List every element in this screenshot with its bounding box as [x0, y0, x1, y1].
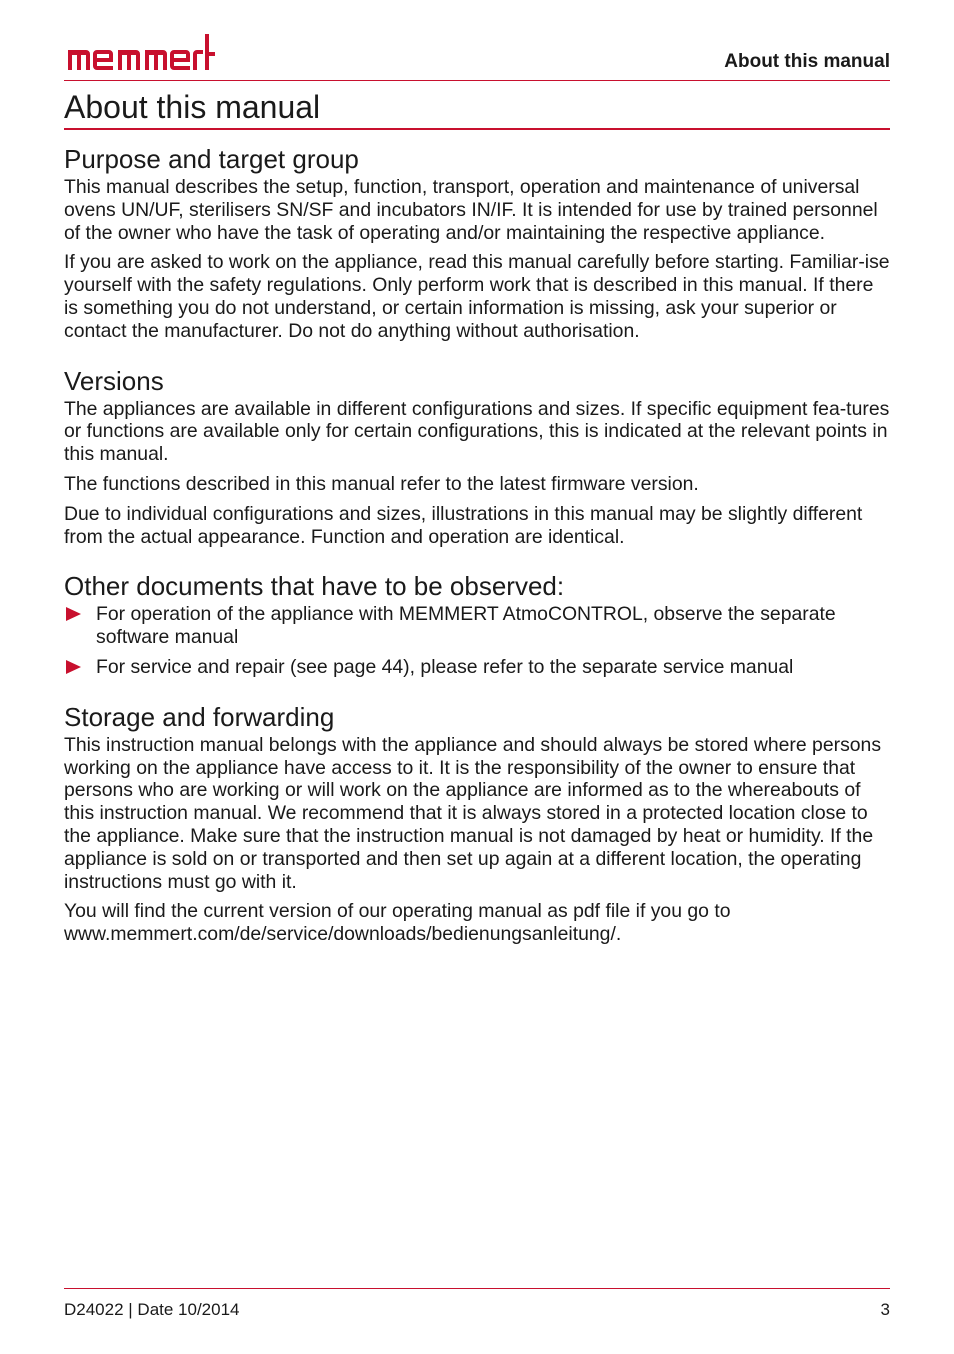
memmert-logo: [64, 32, 216, 72]
paragraph: The functions described in this manual refer to the latest firmware version.: [64, 472, 699, 495]
list-item: [64, 656, 890, 679]
list-item-text: For service and repair (see page 44), please refer to the separate service manual: [96, 655, 794, 678]
paragraph: This manual describes the setup, function, transport, operation and maintenance of universal ovens UN/UF, sterilisers SN/SF and incubators IN/IF. It is intended for use by trained personnel of the owner who have the task of operating and/or maintaining the respective appliance.: [64, 176, 878, 244]
paragraph: This instruction manual belongs with the appliance and should always be stored where persons working on the appliance have access to it. It is the responsibility of the owner to ensure that persons who are working or will work on the appliance are informed as to the whereabouts of this instruction manual. We recommend that it is always stored in a protected location close to the appliance. Make sure that the instruction manual is not damaged by heat or humidity. If the appliance is sold on or transported and then set up again at a different location, the operating instructions must go with it.: [64, 733, 882, 893]
page-number: 3: [880, 1300, 890, 1319]
page-title: About this manual: [64, 86, 890, 130]
section-other-documents: [64, 569, 890, 678]
section-storage: [64, 700, 890, 946]
section-versions: [64, 364, 890, 549]
document-info: D24022 | Date 10/2014: [64, 1300, 240, 1319]
list-item: [64, 603, 890, 649]
triangle-bullet-icon: [66, 607, 81, 621]
paragraph: The appliances are available in different configurations and sizes. If specific equipment fea-tures or functions are available only for certain configurations, this is indicated at the relevant points in this manual.: [64, 397, 890, 466]
page-header: [64, 30, 890, 81]
paragraph: You will find the current version of our operating manual as pdf file if you go to www.memmert.com/de/service/downloads/bedienungsanleitung/.: [64, 900, 731, 946]
section-heading: Purpose and target group: [64, 144, 359, 174]
paragraph: Due to individual configurations and sizes, illustrations in this manual may be slightly different from the actual appearance. Function and operation are identical.: [64, 502, 863, 548]
section-heading: Other documents that have to be observed:: [64, 571, 565, 602]
section-heading: Versions: [64, 365, 164, 396]
list-item-text: For operation of the appliance with MEMMERT AtmoCONTROL, observe the separate software manual: [96, 603, 836, 649]
triangle-bullet-icon: [66, 660, 81, 674]
section-heading: Storage and forwarding: [64, 701, 335, 732]
main-content: [64, 86, 890, 953]
bullet-list: [64, 603, 890, 678]
paragraph: If you are asked to work on the appliance, read this manual carefully before starting. Familiar-ise yourself with the safety regulations. Only perform work that is described in this manual. If there is something you do not understand, or certain information is missing, ask your superior or contact the manufacturer. Do not do anything without authorisation.: [64, 251, 890, 342]
section-purpose: [64, 142, 890, 343]
page-footer: [64, 1288, 890, 1321]
header-title: About this manual: [724, 51, 890, 72]
